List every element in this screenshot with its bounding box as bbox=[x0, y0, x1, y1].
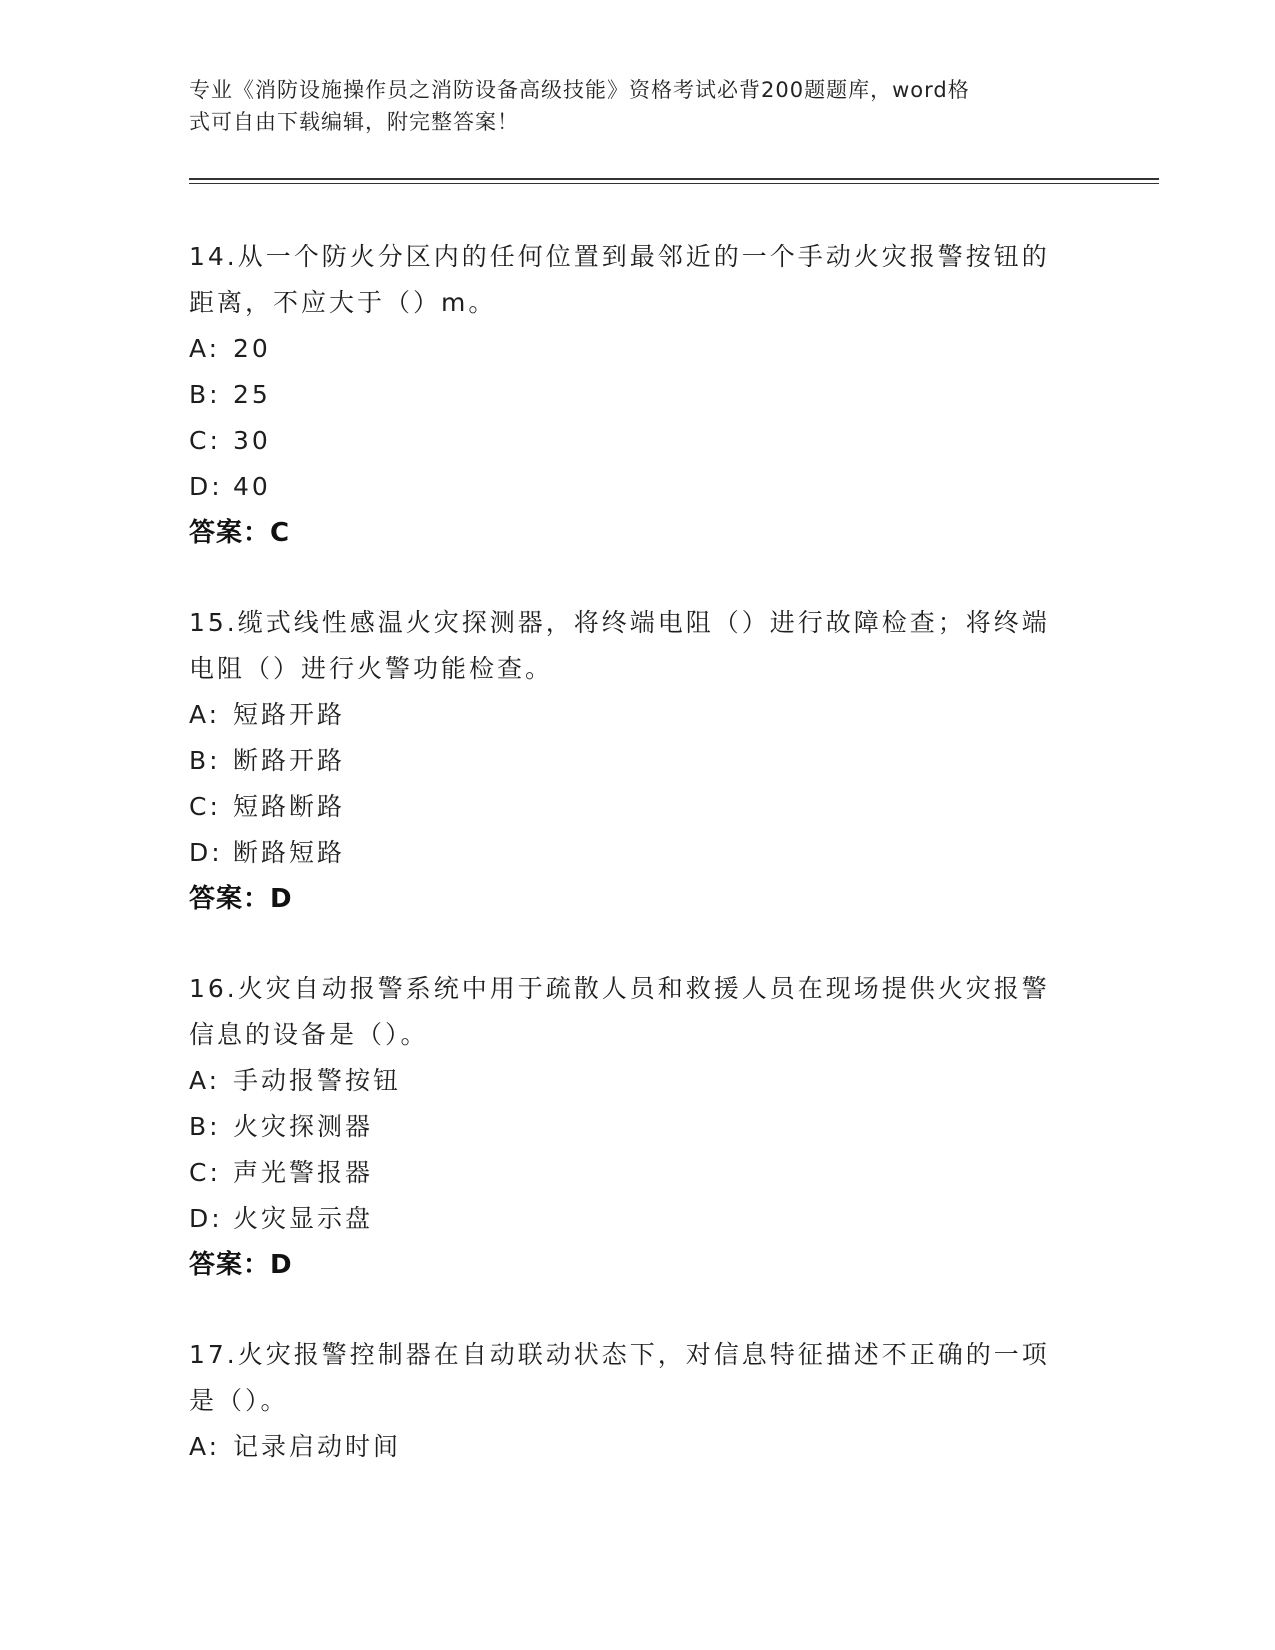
option-key: A: bbox=[189, 334, 221, 363]
option-key: D: bbox=[189, 472, 223, 501]
option-c bbox=[189, 418, 1089, 464]
question-17 bbox=[189, 1332, 1089, 1470]
option-d bbox=[189, 1196, 1089, 1242]
option-a bbox=[189, 1058, 1089, 1104]
option-text: 20 bbox=[233, 334, 271, 363]
option-a bbox=[189, 692, 1089, 738]
question-14 bbox=[189, 234, 1089, 556]
option-key: C: bbox=[189, 792, 221, 821]
option-text: 断路开路 bbox=[233, 746, 346, 775]
header-divider-thick bbox=[189, 178, 1159, 180]
answer-line: 答案：D bbox=[189, 884, 293, 914]
option-text: 短路断路 bbox=[233, 792, 346, 821]
option-text: 记录启动时间 bbox=[233, 1432, 402, 1461]
option-c bbox=[189, 1150, 1089, 1196]
question-stem-line: 电阻（）进行火警功能检查。 bbox=[189, 654, 554, 683]
option-key: C: bbox=[189, 1158, 221, 1187]
question-16 bbox=[189, 966, 1089, 1288]
option-text: 火灾探测器 bbox=[233, 1112, 374, 1141]
option-text: 断路短路 bbox=[233, 838, 346, 867]
option-a bbox=[189, 326, 1089, 372]
question-stem-line: 15.缆式线性感温火灾探测器，将终端电阻（）进行故障检查；将终端 bbox=[189, 608, 1050, 637]
option-b bbox=[189, 738, 1089, 784]
option-key: D: bbox=[189, 838, 223, 867]
option-text: 40 bbox=[233, 472, 271, 501]
question-stem-line: 17.火灾报警控制器在自动联动状态下，对信息特征描述不正确的一项 bbox=[189, 1340, 1050, 1369]
option-b bbox=[189, 372, 1089, 418]
document-header bbox=[189, 74, 1069, 138]
option-key: A: bbox=[189, 1066, 221, 1095]
option-c bbox=[189, 784, 1089, 830]
header-divider-thin bbox=[189, 183, 1159, 184]
header-line-2: 式可自由下载编辑，附完整答案！ bbox=[189, 110, 519, 134]
option-text: 短路开路 bbox=[233, 700, 346, 729]
option-key: D: bbox=[189, 1204, 223, 1233]
option-b bbox=[189, 1104, 1089, 1150]
question-stem-line: 距离，不应大于（）m。 bbox=[189, 288, 497, 317]
option-text: 30 bbox=[233, 426, 271, 455]
option-key: A: bbox=[189, 1432, 221, 1461]
question-stem-line: 是（）。 bbox=[189, 1386, 289, 1415]
option-text: 声光警报器 bbox=[233, 1158, 374, 1187]
option-key: A: bbox=[189, 700, 221, 729]
option-text: 25 bbox=[233, 380, 271, 409]
option-key: B: bbox=[189, 746, 221, 775]
option-d bbox=[189, 830, 1089, 876]
answer-line: 答案：D bbox=[189, 1250, 293, 1280]
header-line-1: 专业《消防设施操作员之消防设备高级技能》资格考试必背200题题库，word格 bbox=[189, 78, 970, 102]
question-stem-line: 信息的设备是（）。 bbox=[189, 1020, 429, 1049]
option-d bbox=[189, 464, 1089, 510]
option-key: B: bbox=[189, 1112, 221, 1141]
question-15 bbox=[189, 600, 1089, 922]
question-stem-line: 16.火灾自动报警系统中用于疏散人员和救援人员在现场提供火灾报警 bbox=[189, 974, 1050, 1003]
option-text: 手动报警按钮 bbox=[233, 1066, 402, 1095]
answer-line: 答案：C bbox=[189, 518, 291, 548]
option-key: B: bbox=[189, 380, 221, 409]
option-key: C: bbox=[189, 426, 221, 455]
option-text: 火灾显示盘 bbox=[233, 1204, 374, 1233]
question-stem-line: 14.从一个防火分区内的任何位置到最邻近的一个手动火灾报警按钮的 bbox=[189, 242, 1050, 271]
option-a bbox=[189, 1424, 1089, 1470]
